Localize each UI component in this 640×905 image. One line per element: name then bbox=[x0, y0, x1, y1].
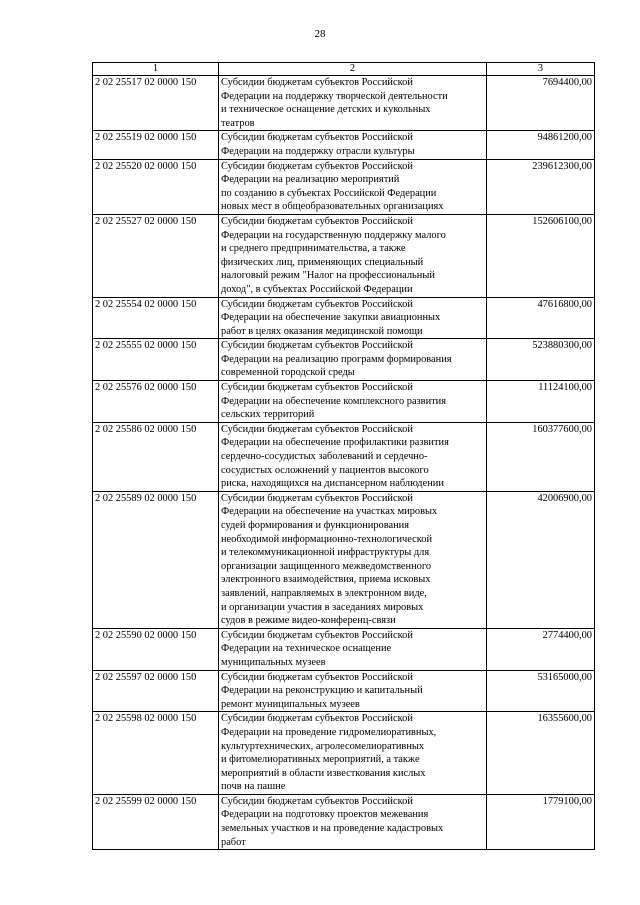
amount-cell: 16355600,00 bbox=[487, 712, 595, 795]
amount-cell: 94861200,00 bbox=[487, 131, 595, 159]
amount-cell: 11124100,00 bbox=[487, 381, 595, 423]
budget-code-cell: 2 02 25589 02 0000 150 bbox=[93, 491, 219, 628]
budget-code-cell: 2 02 25576 02 0000 150 bbox=[93, 381, 219, 423]
table-row bbox=[93, 131, 595, 159]
budget-revenue-table bbox=[92, 62, 595, 850]
description-cell: Субсидии бюджетам субъектов Российской Федерации на проведение гидромелиоративных, культуртехнических, агролесомелиоративных и фитомелиоративных мероприятий, а также мероприятий в области известкования кислых почв на пашне bbox=[219, 712, 487, 795]
table-row bbox=[93, 159, 595, 214]
budget-code-cell: 2 02 25527 02 0000 150 bbox=[93, 214, 219, 297]
description-cell: Субсидии бюджетам субъектов Российской Федерации на поддержку творческой деятельности и техническое оснащение детских и кукольных театров bbox=[219, 76, 487, 131]
table-header-row bbox=[93, 63, 595, 76]
description-cell: Субсидии бюджетам субъектов Российской Федерации на обеспечение профилактики развития сердечно-сосудистых заболеваний и сердечно- сосудистых осложнений у пациентов высокого риска, находящихся на диспансерном наблюдении bbox=[219, 422, 487, 491]
table-row bbox=[93, 794, 595, 849]
budget-code-cell: 2 02 25590 02 0000 150 bbox=[93, 628, 219, 670]
budget-code-cell: 2 02 25520 02 0000 150 bbox=[93, 159, 219, 214]
budget-code-cell: 2 02 25517 02 0000 150 bbox=[93, 76, 219, 131]
description-cell: Субсидии бюджетам субъектов Российской Федерации на обеспечение комплексного развития сельских территорий bbox=[219, 381, 487, 423]
table-row bbox=[93, 381, 595, 423]
table-row bbox=[93, 712, 595, 795]
amount-cell: 239612300,00 bbox=[487, 159, 595, 214]
description-cell: Субсидии бюджетам субъектов Российской Федерации на обеспечение закупки авиационных работ в целях оказания медицинской помощи bbox=[219, 297, 487, 339]
description-cell: Субсидии бюджетам субъектов Российской Федерации на подготовку проектов межевания земельных участков и на проведение кадастровых работ bbox=[219, 794, 487, 849]
table-row bbox=[93, 670, 595, 712]
budget-code-cell: 2 02 25554 02 0000 150 bbox=[93, 297, 219, 339]
description-cell: Субсидии бюджетам субъектов Российской Федерации на поддержку отрасли культуры bbox=[219, 131, 487, 159]
table-row bbox=[93, 628, 595, 670]
column-header-amount: 3 bbox=[487, 63, 595, 76]
description-cell: Субсидии бюджетам субъектов Российской Федерации на обеспечение на участках мировых судей формирования и функционирования необходимой информационно-технологической и телекоммуникационной инфраструктуры для организации защищенного межведомственного электронного взаимодействия, приема исковых заявлений, направляемых в электронном виде, и организации участия в заседаниях мировых судов в режиме видео-конференц-связи bbox=[219, 491, 487, 628]
amount-cell: 2774400,00 bbox=[487, 628, 595, 670]
budget-code-cell: 2 02 25555 02 0000 150 bbox=[93, 339, 219, 381]
table-row bbox=[93, 339, 595, 381]
page-number: 28 bbox=[314, 28, 326, 40]
table-row bbox=[93, 297, 595, 339]
amount-cell: 42006900,00 bbox=[487, 491, 595, 628]
table-row bbox=[93, 76, 595, 131]
description-cell: Субсидии бюджетам субъектов Российской Федерации на техническое оснащение муниципальных музеев bbox=[219, 628, 487, 670]
budget-code-cell: 2 02 25599 02 0000 150 bbox=[93, 794, 219, 849]
table-row bbox=[93, 491, 595, 628]
amount-cell: 7694400,00 bbox=[487, 76, 595, 131]
table-row bbox=[93, 422, 595, 491]
description-cell: Субсидии бюджетам субъектов Российской Федерации на реконструкцию и капитальный ремонт муниципальных музеев bbox=[219, 670, 487, 712]
column-header-description: 2 bbox=[219, 63, 487, 76]
table-row bbox=[93, 214, 595, 297]
amount-cell: 152606100,00 bbox=[487, 214, 595, 297]
column-header-code: 1 bbox=[93, 63, 219, 76]
budget-code-cell: 2 02 25519 02 0000 150 bbox=[93, 131, 219, 159]
description-cell: Субсидии бюджетам субъектов Российской Федерации на государственную поддержку малого и среднего предпринимательства, а также физических лиц, применяющих специальный налоговый режим "Налог на профессиональный доход", в субъектах Российской Федерации bbox=[219, 214, 487, 297]
amount-cell: 47616800,00 bbox=[487, 297, 595, 339]
budget-code-cell: 2 02 25597 02 0000 150 bbox=[93, 670, 219, 712]
amount-cell: 160377600,00 bbox=[487, 422, 595, 491]
amount-cell: 523880300,00 bbox=[487, 339, 595, 381]
budget-code-cell: 2 02 25598 02 0000 150 bbox=[93, 712, 219, 795]
description-cell: Субсидии бюджетам субъектов Российской Федерации на реализацию программ формирования современной городской среды bbox=[219, 339, 487, 381]
amount-cell: 53165000,00 bbox=[487, 670, 595, 712]
amount-cell: 1779100,00 bbox=[487, 794, 595, 849]
budget-code-cell: 2 02 25586 02 0000 150 bbox=[93, 422, 219, 491]
description-cell: Субсидии бюджетам субъектов Российской Федерации на реализацию мероприятий по созданию в субъектах Российской Федерации новых мест в общеобразовательных организациях bbox=[219, 159, 487, 214]
